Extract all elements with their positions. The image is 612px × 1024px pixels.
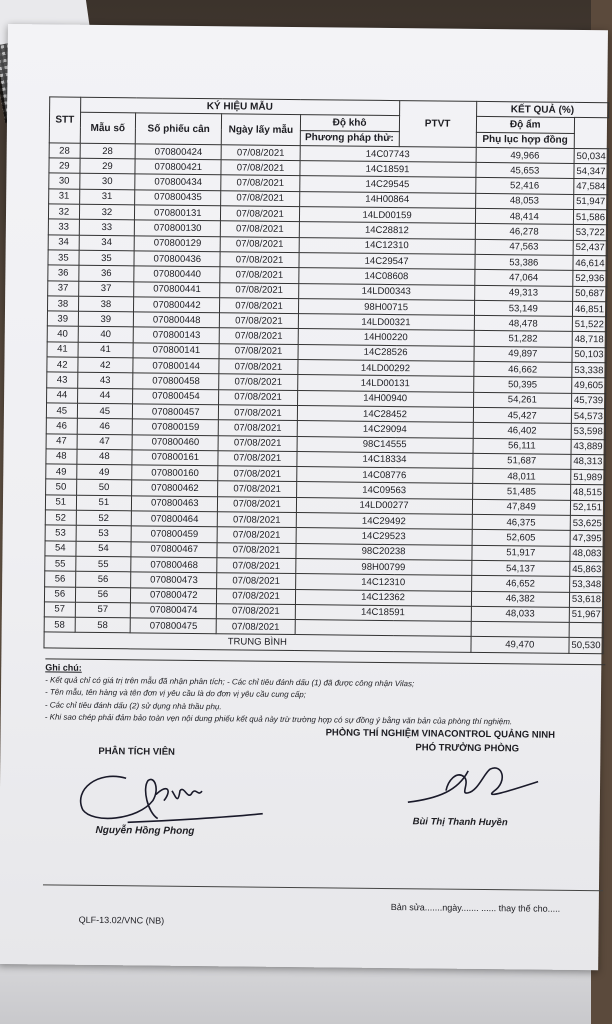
cell-kho: 48,033 [471,606,569,622]
deputy-signature [398,750,559,812]
cell-ptvt: 14C29523 [296,528,472,545]
cell-ptvt: 14LD00277 [296,497,472,514]
cell-am: 53,598 [571,424,605,440]
cell-kho: 53,386 [475,254,573,270]
cell-stt: 56 [45,571,76,587]
cell-so: 070800143 [133,327,220,343]
cell-ptvt: 14C09563 [296,482,472,499]
cell-stt: 57 [44,602,75,618]
cell-ptvt: 98C20238 [295,543,471,560]
cell-stt: 49 [46,464,77,480]
cell-ptvt: 14C29547 [298,253,474,270]
cell-kho: 50,395 [473,377,571,393]
cell-stt: 52 [45,510,76,526]
cell-kho: 53,149 [474,300,572,316]
cell-so: 070800468 [131,557,218,573]
cell-kho: 45,653 [476,163,574,179]
cell-so: 070800131 [135,205,222,221]
cell-stt: 38 [47,296,78,312]
cell-stt: 46 [46,418,77,434]
cell-mau: 36 [78,266,134,282]
average-do-am: 50,530 [569,638,603,654]
cell-am: 54,347 [574,164,608,180]
cell-so: 070800440 [134,266,221,282]
cell-kho: 49,897 [474,346,572,362]
cell-so: 070800457 [132,404,219,420]
result-sheet [0,24,608,970]
cell-ptvt: 14C12362 [295,589,471,606]
cell-mau: 57 [75,602,131,618]
cell-mau: 28 [80,143,136,159]
cell-kho: 51,485 [472,484,570,500]
results-body [44,143,608,638]
cell-mau: 44 [77,388,133,404]
cell-ngay: 07/08/2021 [218,481,296,497]
cell-stt: 32 [48,204,79,220]
cell-ptvt: 14H00940 [297,390,473,407]
cell-mau: 54 [76,541,132,557]
cell-ptvt: 14C29094 [297,421,473,438]
note-line: - Tên mẫu, tên hàng và tên đơn vị yêu cầu là do đơn vị yêu cầu cung cấp; [44,687,306,700]
cell-mau: 43 [77,373,133,389]
notes-block [45,658,606,729]
cell-ngay: 07/08/2021 [221,175,299,191]
cell-am [569,623,603,639]
cell-ngay: 07/08/2021 [219,435,297,451]
cell-stt: 51 [45,495,76,511]
cell-mau: 53 [76,526,132,542]
cell-am: 52,151 [570,500,604,516]
cell-kho: 51,687 [472,453,570,469]
cell-so: 070800464 [131,511,218,527]
deputy-head-title: PHÓ TRƯỞNG PHÒNG [415,742,520,755]
cell-so: 070800458 [133,373,220,389]
cell-stt: 43 [47,372,78,388]
cell-am: 54,573 [571,408,605,424]
cell-ngay: 07/08/2021 [218,451,296,467]
cell-ngay: 07/08/2021 [218,466,296,482]
cell-kho: 52,416 [475,178,573,194]
cell-ptvt: 98H00799 [295,558,471,575]
cell-kho: 56,111 [473,438,571,454]
cell-am: 51,989 [571,470,605,486]
cell-stt: 58 [44,617,75,633]
cell-am: 50,034 [574,148,608,164]
cell-stt: 53 [45,525,76,541]
cell-mau: 52 [76,510,132,526]
cell-stt: 41 [47,342,78,358]
cell-ptvt: 14H00864 [299,191,475,208]
cell-kho: 49,966 [476,147,574,163]
cell-ptvt: 14C29545 [299,176,475,193]
cell-mau: 56 [75,571,131,587]
cell-so: 070800472 [131,587,218,603]
notes-title: Ghi chú: [45,662,82,673]
cell-so: 070800473 [131,572,218,588]
cell-mau: 45 [77,403,133,419]
cell-kho: 46,382 [471,591,569,607]
cell-kho: 49,313 [474,285,572,301]
cell-mau: 39 [78,311,134,327]
cell-mau: 49 [76,464,132,480]
col-so-phieu-can: Số phiếu cân [135,113,222,144]
cell-mau: 41 [78,342,134,358]
cell-so: 070800434 [135,174,222,190]
cell-mau: 35 [79,250,135,266]
cell-kho: 47,849 [472,499,570,515]
cell-kho: 51,917 [472,545,570,561]
cell-kho: 48,478 [474,316,572,332]
cell-ngay: 07/08/2021 [221,191,299,207]
cell-ngay: 07/08/2021 [217,542,295,558]
col-do-am: Độ ẩm [476,117,574,133]
cell-ptvt: 98C14555 [297,436,473,453]
cell-mau: 55 [75,556,131,572]
cell-so: 070800424 [135,144,222,160]
cell-stt: 56 [44,586,75,602]
cell-ngay: 07/08/2021 [220,328,298,344]
col-group-ky-hieu-mau: KÝ HIỆU MẪU [80,97,399,116]
cell-ptvt: 14LD00159 [299,207,475,224]
cell-so: 070800129 [134,236,221,252]
cell-am: 47,584 [574,179,608,195]
cell-kho: 46,402 [473,423,571,439]
cell-am: 51,967 [569,607,603,623]
cell-am: 45,863 [570,561,604,577]
cell-stt: 34 [48,235,79,251]
revision-note: Bản sửa.......ngày....... ...... thay thế cho..... [390,902,561,914]
cell-am: 53,722 [573,225,607,241]
cell-mau: 37 [78,281,134,297]
cell-am: 51,586 [573,210,607,226]
cell-am: 49,605 [572,378,606,394]
cell-ngay: 07/08/2021 [220,252,298,268]
cell-stt: 50 [46,479,77,495]
cell-stt: 37 [48,280,79,296]
cell-kho [471,621,569,637]
cell-am: 52,936 [573,271,607,287]
col-mau-so: Mẫu số [80,113,136,144]
cell-ptvt: 14C18591 [295,604,471,621]
cell-so: 070800421 [135,159,222,175]
cell-stt: 36 [48,265,79,281]
cell-ngay: 07/08/2021 [220,298,298,314]
form-code: QLF-13.02/VNC (NB) [78,914,165,926]
cell-so: 070800462 [132,480,219,496]
cell-stt: 40 [47,326,78,342]
cell-kho: 46,278 [475,224,573,240]
cell-so: 070800459 [131,526,218,542]
cell-am: 53,625 [570,515,604,531]
cell-ptvt: 14C12310 [295,574,471,591]
cell-so: 070800467 [131,541,218,557]
cell-ptvt: 14LD00131 [297,375,473,392]
cell-mau: 33 [79,220,135,236]
cell-ngay: 07/08/2021 [220,282,298,298]
col-ptvt: PTVT [399,101,476,148]
cell-mau: 56 [75,587,131,603]
cell-so: 070800474 [130,603,217,619]
cell-ngay: 07/08/2021 [217,558,295,574]
cell-kho: 54,137 [471,560,569,576]
cell-ngay: 07/08/2021 [221,221,299,237]
cell-mau: 38 [78,296,134,312]
cell-ngay: 07/08/2021 [218,512,296,528]
cell-am: 52,437 [573,240,607,256]
cell-ptvt: 14C18591 [299,161,475,178]
cell-ngay: 07/08/2021 [218,496,296,512]
cell-ngay: 07/08/2021 [220,267,298,283]
cell-mau: 30 [79,174,135,190]
cell-am: 53,348 [570,577,604,593]
cell-am: 48,083 [570,546,604,562]
cell-so: 070800442 [134,297,221,313]
cell-ptvt: 14C18334 [296,451,472,468]
cell-ptvt: 14C28452 [297,405,473,422]
analyst-title: PHÂN TÍCH VIÊN [98,745,175,758]
lab-name: PHÒNG THÍ NGHIỆM VINACONTROL QUẢNG NINH [325,727,556,741]
cell-so: 070800448 [133,312,220,328]
cell-stt: 29 [49,158,80,174]
cell-so: 070800460 [132,434,219,450]
cell-ngay: 07/08/2021 [217,604,295,620]
cell-ngay: 07/08/2021 [220,313,298,329]
col-phuong-phap-thu: Phương pháp thử: [300,130,399,146]
cell-ptvt: 14LD00292 [297,360,473,377]
cell-stt: 39 [47,311,78,327]
cell-mau: 32 [79,204,135,220]
note-line: - Các chỉ tiêu đánh dấu (2) sử dụng nhà thầu phụ. [44,699,222,711]
cell-so: 070800160 [132,465,219,481]
cell-so: 070800436 [134,251,221,267]
cell-am: 50,687 [573,286,607,302]
cell-am: 53,618 [569,592,603,608]
average-label: TRUNG BÌNH [44,632,471,652]
cell-ptvt: 14C29492 [296,513,472,530]
cell-ptvt: 98H00715 [298,298,474,315]
cell-ngay: 07/08/2021 [217,619,295,635]
cell-stt: 28 [49,143,80,159]
col-do-kho: Độ khô [300,115,399,131]
cell-kho: 48,053 [475,193,573,209]
cell-stt: 44 [47,388,78,404]
cell-am: 47,395 [570,531,604,547]
results-table [43,96,609,654]
cell-ptvt [295,620,471,637]
cell-am: 53,338 [572,362,606,378]
cell-stt: 47 [46,433,77,449]
cell-ptvt: 14C08776 [296,467,472,484]
deputy-name: Bùi Thị Thanh Huyền [412,816,508,829]
cell-stt: 48 [46,449,77,465]
cell-stt: 35 [48,250,79,266]
cell-kho: 45,427 [473,407,571,423]
cell-am: 48,718 [572,332,606,348]
col-stt: STT [49,97,80,143]
cell-kho: 46,375 [472,514,570,530]
cell-kho: 46,662 [473,361,571,377]
cell-so: 070800130 [134,220,221,236]
cell-mau: 46 [77,418,133,434]
cell-so: 070800463 [132,496,219,512]
note-line: - Khi sao chép phải đảm bảo toàn vẹn nội dung phiếu kết quả này trừ trường hợp có sự đồng ý bằng văn bản của phòng thí nghiệm. [44,712,513,727]
average-do-kho: 49,470 [471,637,569,653]
cell-ptvt: 14C08608 [298,268,474,285]
cell-ngay: 07/08/2021 [221,160,299,176]
cell-stt: 30 [49,173,80,189]
cell-am: 46,851 [572,301,606,317]
cell-kho: 48,414 [475,208,573,224]
cell-so: 070800159 [132,419,219,435]
analyst-name: Nguyễn Hồng Phong [95,824,195,837]
cell-stt: 42 [47,357,78,373]
cell-so: 070800435 [135,190,222,206]
cell-ptvt: 14H00220 [298,329,474,346]
cell-mau: 47 [77,434,133,450]
footer-divider [43,884,603,891]
cell-ngay: 07/08/2021 [218,527,296,543]
cell-kho: 47,563 [475,239,573,255]
cell-mau: 51 [76,495,132,511]
cell-mau: 29 [80,158,136,174]
analyst-signature [68,760,269,832]
col-ngay-lay-mau: Ngày lấy mẫu [222,114,300,145]
cell-kho: 46,652 [471,576,569,592]
cell-kho: 52,605 [472,530,570,546]
cell-stt: 55 [45,556,76,572]
cell-ngay: 07/08/2021 [221,236,299,252]
cell-am: 43,889 [571,439,605,455]
cell-ptvt: 14C28812 [299,222,475,239]
cell-kho: 47,064 [474,270,572,286]
cell-am: 51,522 [572,317,606,333]
cell-so: 070800441 [134,281,221,297]
cell-ptvt: 14C28526 [298,344,474,361]
col-group-ket-qua: KẾT QUẢ (%) [476,101,609,118]
cell-ngay: 07/08/2021 [217,573,295,589]
cell-mau: 58 [75,617,131,633]
cell-mau: 31 [79,189,135,205]
cell-mau: 40 [78,327,134,343]
cell-stt: 31 [49,189,80,205]
cell-ngay: 07/08/2021 [217,588,295,604]
cell-stt: 33 [48,219,79,235]
note-line: - Kết quả chỉ có giá trị trên mẫu đã nhận phân tích; - Các chỉ tiêu đánh dấu (1) đã được công nhận Vilas; [45,674,415,688]
cell-ngay: 07/08/2021 [219,374,297,390]
cell-mau: 42 [78,357,134,373]
cell-am: 50,103 [572,347,606,363]
cell-ngay: 07/08/2021 [219,389,297,405]
cell-so: 070800144 [133,358,220,374]
col-phu-luc-hop-dong: Phụ lục hợp đồng [476,132,574,148]
cell-so: 070800161 [132,450,219,466]
cell-kho: 48,011 [472,469,570,485]
cell-ptvt: 14LD00343 [298,283,474,300]
cell-ngay: 07/08/2021 [219,405,297,421]
cell-mau: 48 [77,449,133,465]
cell-ptvt: 14C07743 [300,145,476,162]
cell-ptvt: 14C12310 [299,237,475,254]
cell-ngay: 07/08/2021 [219,359,297,375]
cell-ngay: 07/08/2021 [221,206,299,222]
cell-ptvt: 14LD00321 [298,314,474,331]
cell-kho: 54,261 [473,392,571,408]
cell-am: 46,614 [573,255,607,271]
cell-am: 51,947 [574,194,608,210]
cell-kho: 51,282 [474,331,572,347]
cell-ngay: 07/08/2021 [219,420,297,436]
cell-ngay: 07/08/2021 [222,145,300,161]
cell-stt: 45 [46,403,77,419]
cell-so: 070800454 [133,388,220,404]
cell-so: 070800475 [130,618,217,634]
cell-am: 45,739 [571,393,605,409]
cell-am: 48,515 [570,485,604,501]
cell-mau: 34 [79,235,135,251]
cell-so: 070800141 [133,343,220,359]
cell-ngay: 07/08/2021 [219,343,297,359]
cell-am: 48,313 [571,454,605,470]
cell-stt: 54 [45,541,76,557]
cell-mau: 50 [76,480,132,496]
